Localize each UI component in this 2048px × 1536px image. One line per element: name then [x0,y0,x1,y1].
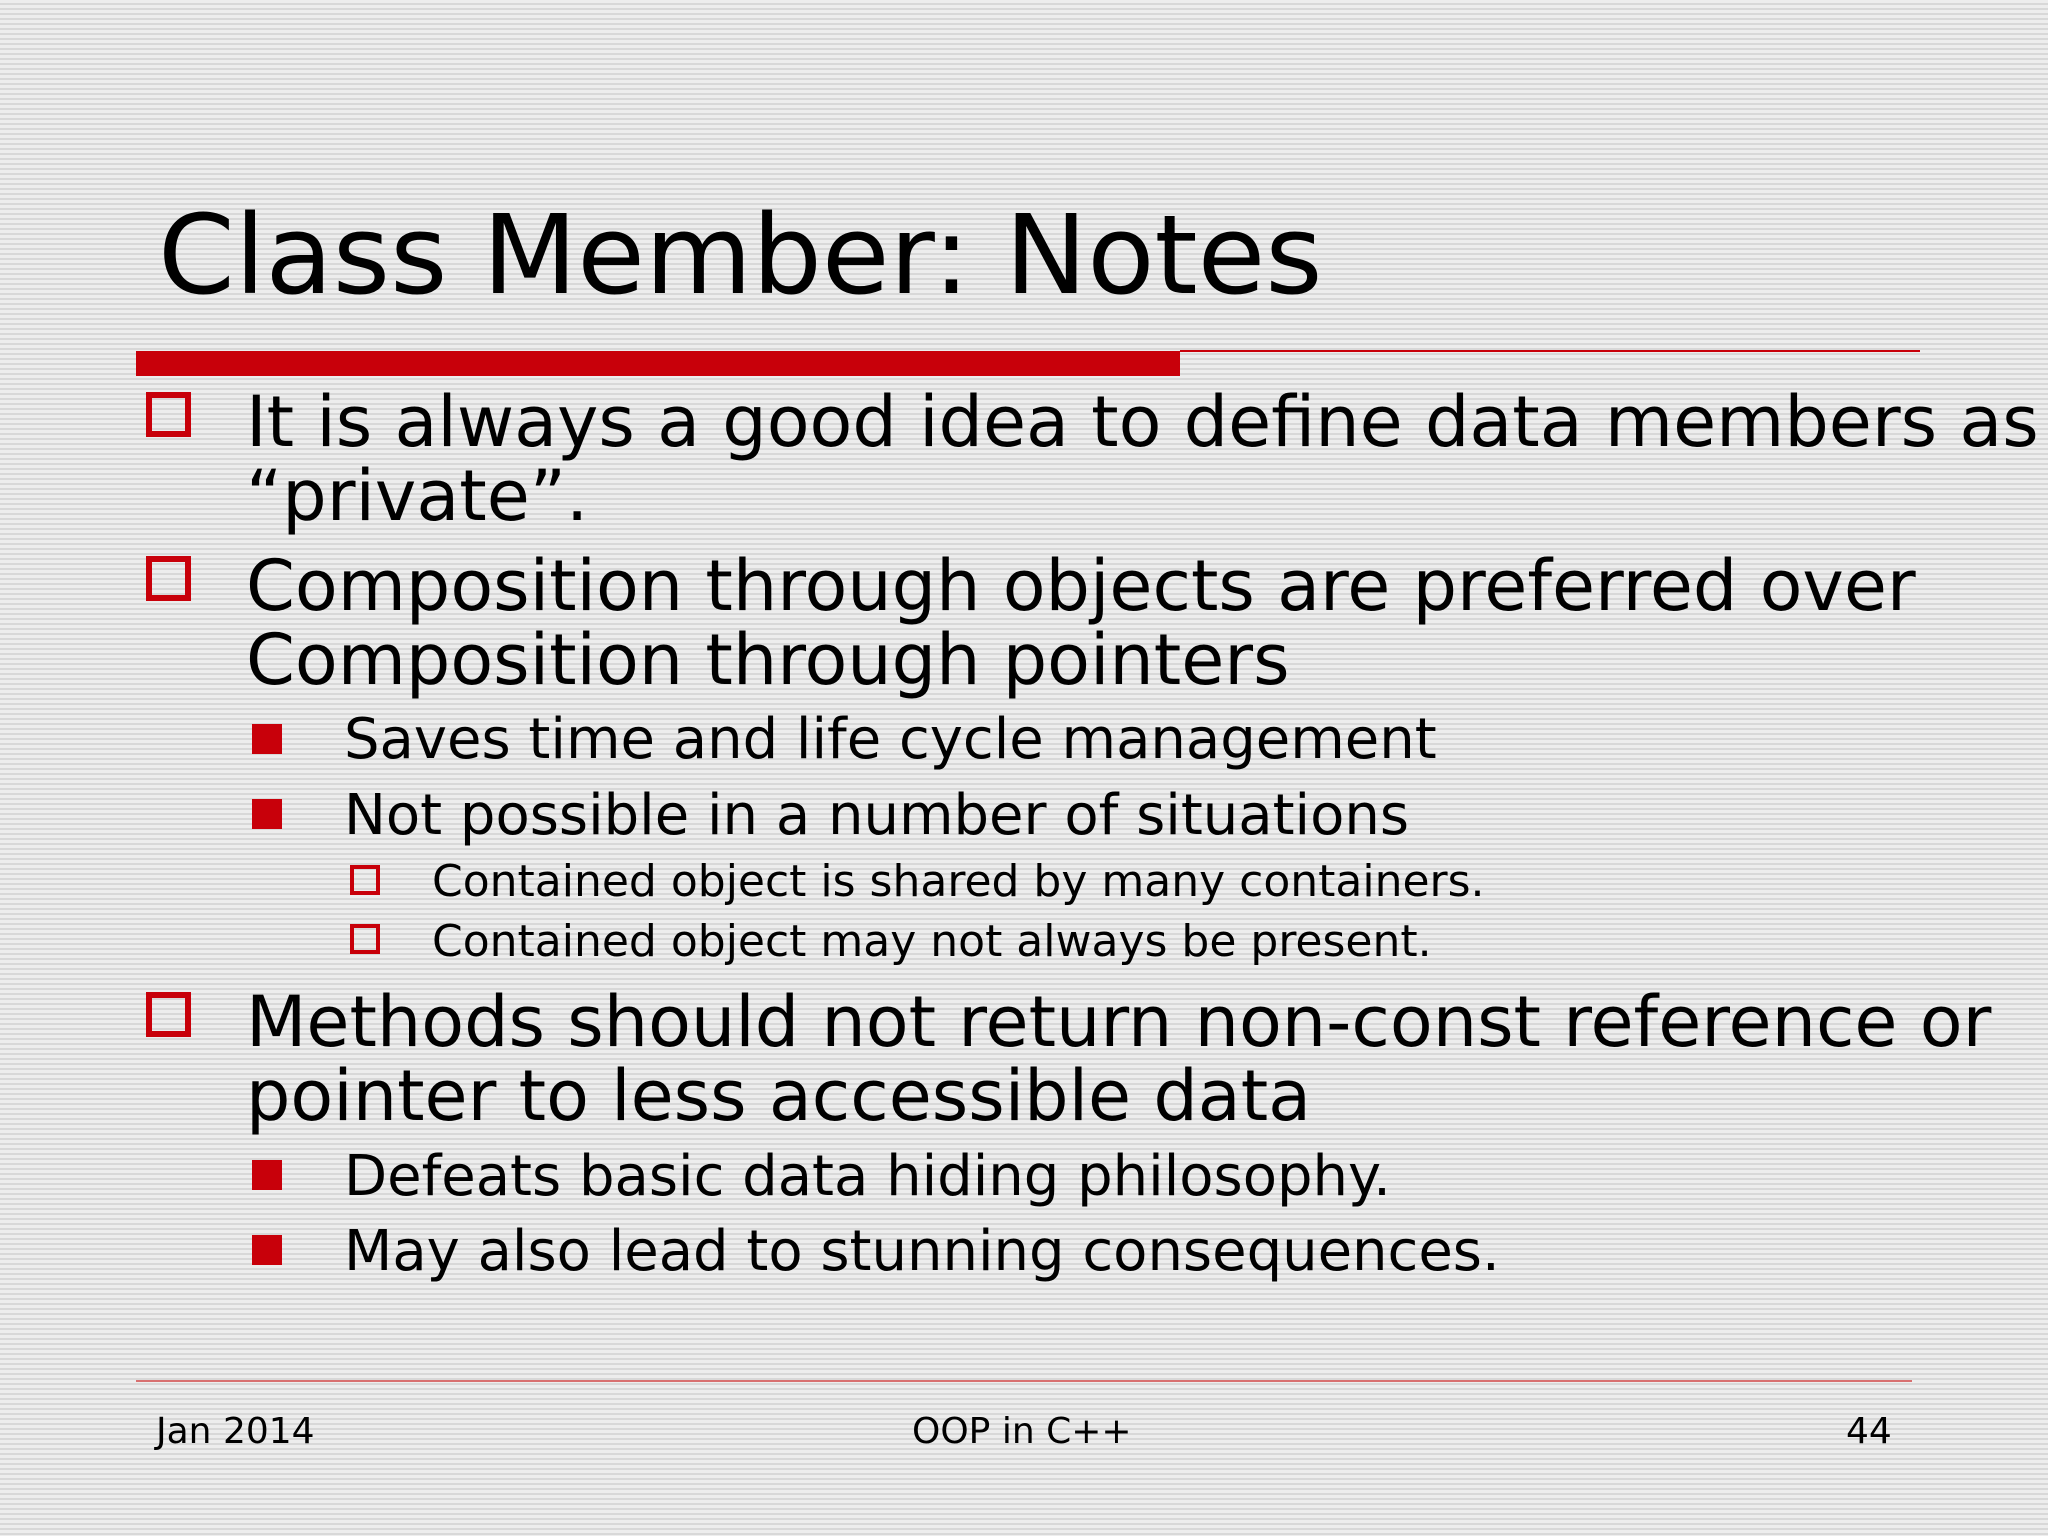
bullet-1-line-1: It is always a good idea to define data members as [246,381,2039,463]
footer-divider [136,1380,1912,1382]
bullet-3-sub-2: May also lead to stunning consequences. [344,1219,1500,1284]
footer-page-number: 44 [1846,1411,1892,1452]
footer-date: Jan 2014 [156,1411,315,1452]
solid-square-bullet-icon [252,1235,282,1265]
bullet-2-sub-2-sub-1: Contained object is shared by many containers. [432,856,1485,907]
bullet-1-line-2: “private”. [246,455,589,537]
hollow-square-bullet-icon [350,924,380,954]
hollow-square-bullet-icon [146,392,191,437]
bullet-2-line-2: Composition through pointers [246,619,1290,701]
footer-course: OOP in C++ [912,1411,1132,1452]
bullet-3-line-2: pointer to less accessible data [246,1055,1312,1137]
solid-square-bullet-icon [252,1160,282,1190]
slide-title: Class Member: Notes [158,191,1323,319]
title-underline-thick [136,351,1180,376]
hollow-square-bullet-icon [146,992,191,1037]
bullet-2-line-1: Composition through objects are preferred over [246,545,1916,627]
solid-square-bullet-icon [252,724,282,754]
bullet-3-sub-1: Defeats basic data hiding philosophy. [344,1144,1391,1209]
bullet-2-sub-2-sub-2: Contained object may not always be present. [432,916,1432,967]
hollow-square-bullet-icon [146,556,191,601]
bullet-3-line-1: Methods should not return non-const reference or [246,981,1992,1063]
title-underline-thin [1180,350,1920,352]
hollow-square-bullet-icon [350,865,380,895]
bullet-2-sub-2: Not possible in a number of situations [344,783,1410,848]
bullet-2-sub-1: Saves time and life cycle management [344,707,1437,772]
solid-square-bullet-icon [252,799,282,829]
